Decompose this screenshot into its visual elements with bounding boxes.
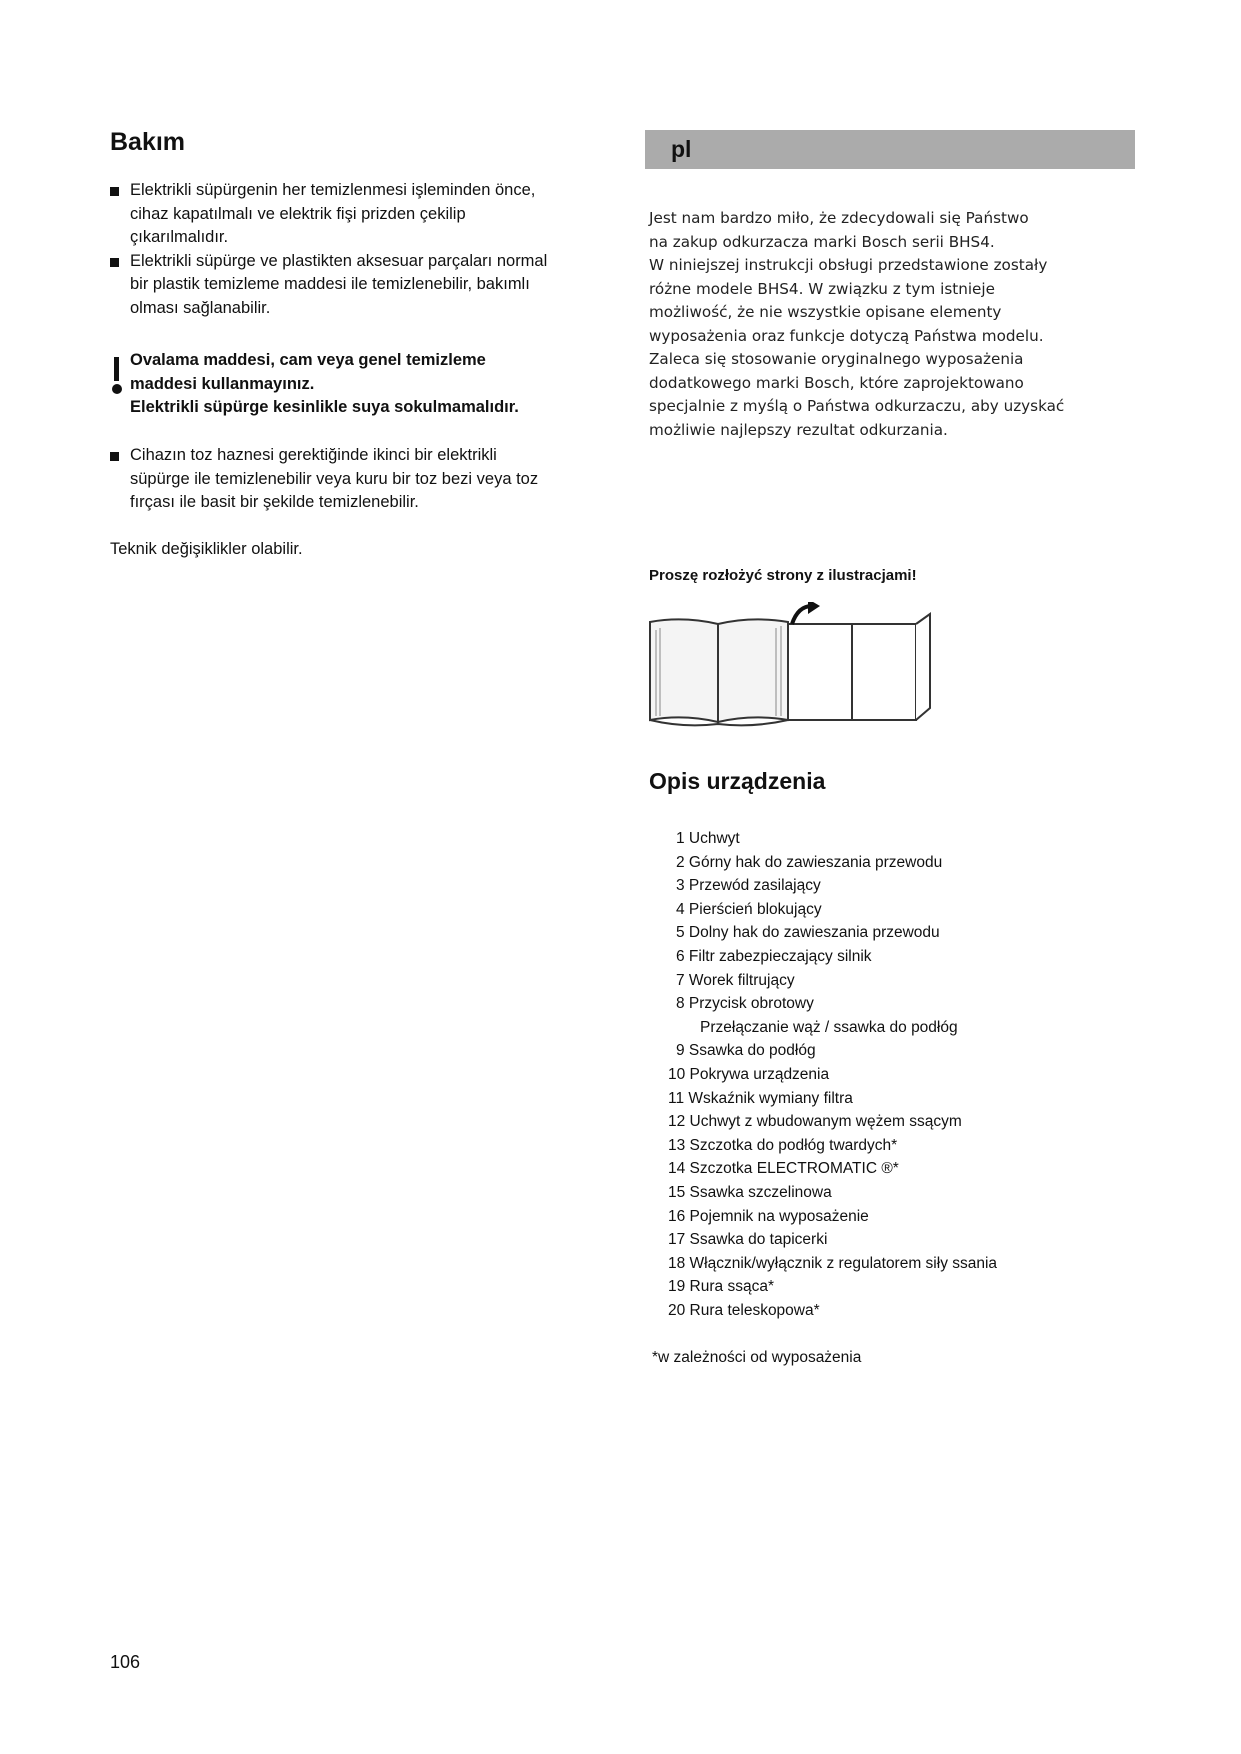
list-item: 9 Ssawka do podłóg — [676, 1042, 816, 1060]
list-item: 10 Pokrywa urządzenia — [668, 1065, 830, 1083]
technical-changes-note: Teknik değişiklikler olabilir. — [110, 540, 303, 558]
bullet-square-icon — [110, 452, 119, 461]
list-item: 15 Ssawka szczelinowa — [668, 1183, 832, 1201]
section-title-maintenance: Bakım — [110, 128, 186, 156]
warning-line: maddesi kullanmayınız. — [130, 374, 315, 393]
list-item: 14 Szczotka ELECTROMATIC ®* — [668, 1160, 899, 1178]
list-item: 12 Uchwyt z wbudowanym wężem ssącym — [668, 1113, 962, 1131]
footnote: *w zależności od wyposażenia — [652, 1349, 862, 1366]
list-item: 11 Wskaźnik wymiany filtra — [668, 1089, 853, 1107]
parts-list — [668, 827, 997, 1322]
language-code: pl — [671, 136, 692, 162]
unfold-pages-illustration — [648, 602, 938, 732]
list-item: 16 Pojemnik na wyposażenie — [668, 1207, 869, 1225]
warning-block — [110, 349, 610, 420]
list-item: Elektrikli süpürge ve plastikten aksesuar parçaları normal bir plastik temizleme maddesi ile temizlenebilir, bakımlı olması sağlanabilir. — [110, 250, 600, 321]
bullet-square-icon — [110, 187, 119, 196]
warning-line: Elektrikli süpürge kesinlikle suya sokulmamalıdır. — [130, 398, 519, 416]
list-item: Cihazın toz haznesi gerektiğinde ikinci bir elektrikli süpürge ile temizlenebilir veya kuru bir toz bezi veya toz fırçası ile basit bir şekilde temizlenebilir. — [110, 444, 600, 515]
list-item: Elektrikli süpürgenin her temizlenmesi işleminden önce, cihaz kapatılmalı ve elektrik fişi prizden çekilip çıkarılmalıdır. — [110, 179, 600, 250]
list-item: 13 Szczotka do podłóg twardych* — [668, 1136, 898, 1154]
list-item: 3 Przewód zasilający — [676, 877, 821, 895]
list-item: 1 Uchwyt — [676, 830, 740, 847]
list-item: 7 Worek filtrujący — [676, 971, 795, 989]
exclamation-icon — [112, 357, 122, 395]
list-item: 4 Pierścień blokujący — [676, 900, 822, 918]
list-item: 5 Dolny hak do zawieszania przewodu — [676, 924, 940, 942]
list-item: 2 Górny hak do zawieszania przewodu — [676, 853, 943, 871]
unfold-pages-note: Proszę rozłożyć strony z ilustracjami! — [649, 567, 917, 584]
bullet-square-icon — [110, 258, 119, 267]
intro-paragraph: Jest nam bardzo miło, że zdecydowali się Państwo na zakup odkurzacza marki Bosch serii BHS4. W niniejszej instrukcji obsługi przedstawione zostały różne modele BHS4. W związku z tym istnieje możliwość, że nie wszystkie opisane elementy wyposażenia oraz funkcje dotyczą Państwa modelu. Zaleca się stosowanie oryginalnego wyposażenia dodatkowego marki Bosch, które zaprojektowano specjalnie z myślą o Państwa odkurzaczu, aby uzyskać możliwie najlepszy rezultat odkurzania. — [649, 209, 1065, 439]
list-item: 6 Filtr zabezpieczający silnik — [676, 947, 872, 965]
list-item: 8 Przycisk obrotowy — [676, 995, 814, 1013]
list-item: 19 Rura ssąca* — [668, 1278, 774, 1296]
warning-line: Ovalama maddesi, cam veya genel temizleme — [130, 351, 486, 369]
list-item: 18 Włącznik/wyłącznik z regulatorem siły ssania — [668, 1254, 998, 1272]
list-item: 17 Ssawka do tapicerki — [668, 1231, 828, 1249]
list-item: 20 Rura teleskopowa* — [668, 1301, 820, 1319]
language-header-bar — [645, 130, 1135, 169]
maintenance-list-b — [110, 444, 600, 515]
page-number: 106 — [110, 1652, 141, 1672]
list-item: Przełączanie wąż / ssawka do podłóg — [700, 1018, 958, 1036]
device-description-title: Opis urządzenia — [649, 768, 826, 794]
maintenance-list-a — [110, 179, 600, 320]
